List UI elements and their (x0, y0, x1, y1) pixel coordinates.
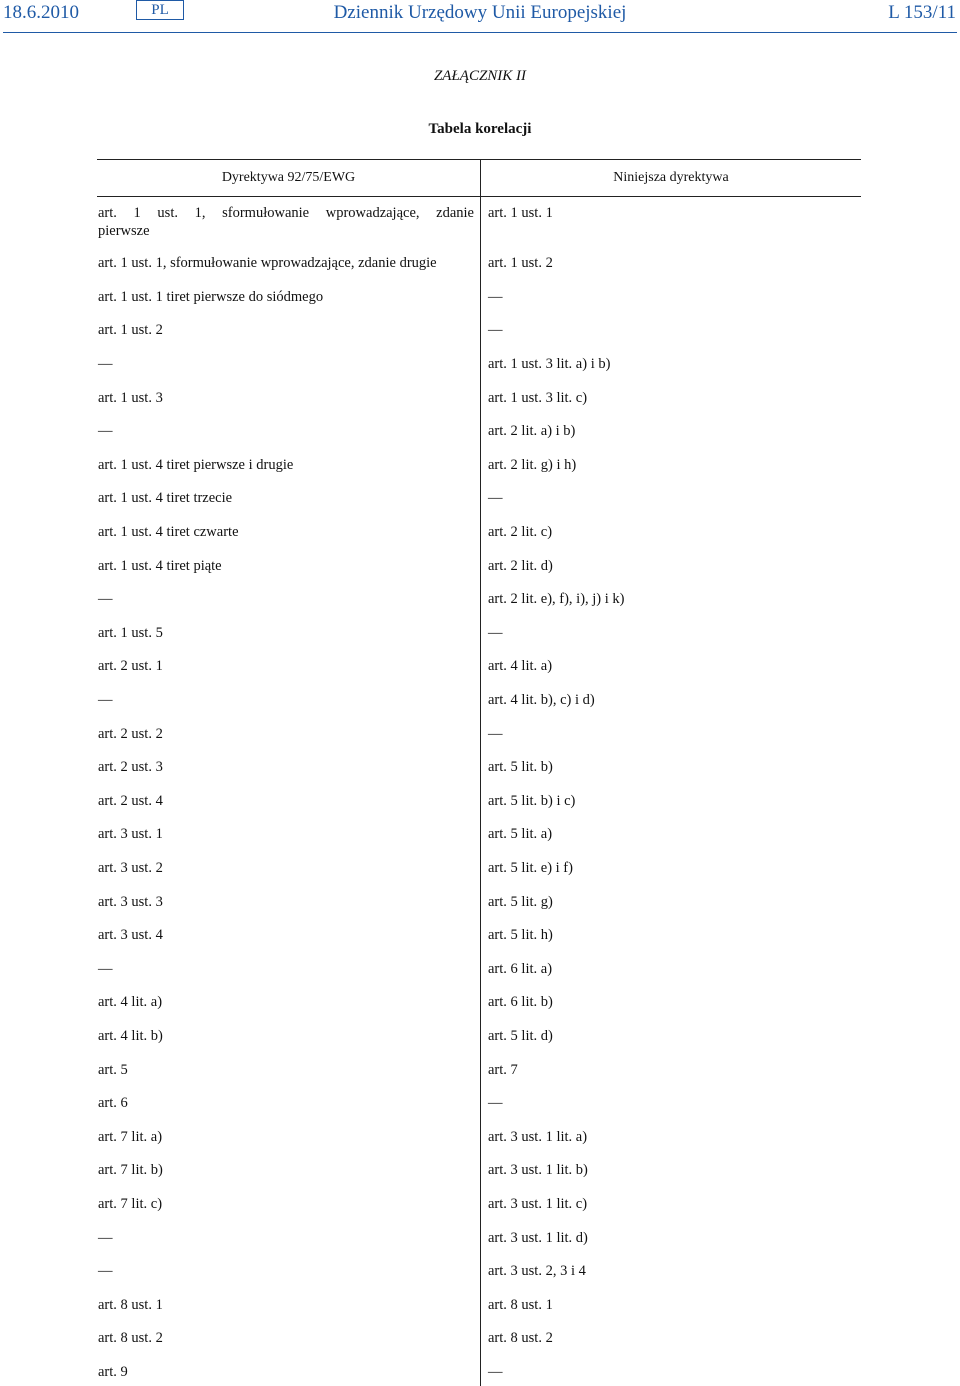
cell-left: art. 9 (98, 1364, 128, 1380)
table-title: Tabela korelacji (428, 121, 532, 137)
cell-right: art. 5 lit. g) (488, 893, 553, 910)
table-top-rule (97, 159, 861, 160)
cell-right: — (488, 725, 503, 742)
cell-right: art. 7 (488, 1061, 518, 1078)
cell-right: art. 3 ust. 1 lit. c) (488, 1196, 588, 1212)
cell-left: art. 1 ust. 3 (98, 389, 163, 406)
column-divider (480, 159, 481, 1386)
cell-right: art. 2 lit. c) (488, 524, 553, 540)
cell-left: art. 8 ust. 1 (98, 1296, 163, 1313)
cell-right: — (488, 490, 503, 507)
cell-right: art. 3 ust. 1 lit. a) (488, 1128, 588, 1145)
cell-left: art. 3 ust. 3 (98, 893, 163, 910)
cell-right: art. 5 lit. b) i c) (488, 792, 576, 809)
cell-right: art. 5 lit. a) (488, 826, 553, 843)
cell-left: art. 7 lit. a) (98, 1128, 163, 1145)
cell-left: art. 3 ust. 1 (98, 826, 163, 843)
language-badge: PL (136, 0, 184, 20)
cell-left: art. 1 ust. 1, sformułowanie wprowadzające, zdanie (98, 205, 474, 221)
cell-right: — (488, 322, 503, 339)
cell-left: art. 1 ust. 2 (98, 322, 163, 339)
page-header (0, 0, 960, 34)
cell-left-continuation: pierwsze (98, 223, 150, 239)
cell-left: — (98, 960, 113, 977)
cell-right: art. 5 lit. h) (488, 927, 553, 944)
correlation-table (97, 159, 861, 1386)
cell-right: art. 3 ust. 1 lit. b) (488, 1162, 588, 1179)
cell-left: art. 1 ust. 5 (98, 624, 163, 641)
cell-right: art. 3 ust. 1 lit. d) (488, 1229, 588, 1246)
cell-left: — (98, 1229, 113, 1246)
cell-left: art. 1 ust. 1, sformułowanie wprowadzające, zdanie drugie (98, 255, 437, 272)
cell-left: — (98, 1263, 113, 1280)
cell-left: art. 3 ust. 4 (98, 927, 163, 944)
cell-left: art. 1 ust. 4 tiret piąte (98, 557, 222, 574)
cell-right: art. 4 lit. b), c) i d) (488, 692, 595, 708)
column-header-right: Niniejsza dyrektywa (613, 170, 729, 185)
cell-right: art. 2 lit. g) i h) (488, 456, 577, 473)
cell-right: — (488, 288, 503, 305)
cell-left: — (98, 591, 113, 608)
cell-left: art. 8 ust. 2 (98, 1330, 163, 1347)
table-header-rule (97, 196, 861, 197)
cell-left: art. 6 (98, 1095, 128, 1112)
cell-right: art. 5 lit. b) (488, 759, 553, 776)
cell-left: art. 1 ust. 4 tiret trzecie (98, 490, 233, 507)
cell-right: art. 1 ust. 3 lit. a) i b) (488, 356, 611, 372)
cell-left: art. 1 ust. 1 tiret pierwsze do siódmego (98, 288, 324, 305)
cell-right: — (488, 624, 503, 641)
annex-title: ZAŁĄCZNIK II (433, 68, 527, 84)
cell-left: art. 1 ust. 4 tiret pierwsze i drugie (98, 456, 294, 473)
cell-left: — (98, 356, 113, 372)
cell-right: — (488, 1095, 503, 1112)
cell-left: art. 7 lit. b) (98, 1162, 163, 1179)
cell-left: art. 4 lit. a) (98, 994, 163, 1011)
cell-left: — (98, 692, 113, 708)
cell-left: art. 2 ust. 1 (98, 658, 163, 675)
header-rule (3, 32, 957, 33)
cell-left: art. 5 (98, 1061, 128, 1078)
cell-left: art. 2 ust. 2 (98, 725, 163, 742)
cell-right: art. 5 lit. e) i f) (488, 860, 573, 876)
cell-right: art. 6 lit. a) (488, 960, 553, 977)
cell-left: — (98, 423, 113, 440)
cell-right: art. 2 lit. d) (488, 557, 553, 574)
cell-right: art. 1 ust. 1 (488, 205, 553, 221)
column-header-left: Dyrektywa 92/75/EWG (221, 170, 356, 185)
cell-right: art. 6 lit. b) (488, 994, 553, 1011)
journal-title: Dziennik Urzędowy Unii Europejskiej (333, 2, 627, 23)
cell-right: art. 8 ust. 1 (488, 1296, 553, 1313)
cell-left: art. 7 lit. c) (98, 1196, 163, 1212)
cell-left: art. 1 ust. 4 tiret czwarte (98, 524, 239, 540)
cell-right: art. 1 ust. 2 (488, 255, 553, 272)
cell-right: art. 4 lit. a) (488, 658, 553, 675)
cell-right: art. 3 ust. 2, 3 i 4 (488, 1263, 586, 1280)
cell-left: art. 2 ust. 3 (98, 759, 163, 776)
cell-right: — (488, 1364, 503, 1380)
cell-right: art. 8 ust. 2 (488, 1330, 553, 1347)
page-reference: L 153/11 (888, 2, 956, 23)
cell-left: art. 2 ust. 4 (98, 792, 163, 809)
cell-right: art. 5 lit. d) (488, 1028, 553, 1044)
publication-date: 18.6.2010 (3, 2, 79, 23)
cell-right: art. 1 ust. 3 lit. c) (488, 389, 588, 406)
cell-right: art. 2 lit. a) i b) (488, 423, 576, 440)
cell-left: art. 3 ust. 2 (98, 860, 163, 876)
cell-left: art. 4 lit. b) (98, 1028, 163, 1044)
cell-right: art. 2 lit. e), f), i), j) i k) (488, 591, 625, 608)
